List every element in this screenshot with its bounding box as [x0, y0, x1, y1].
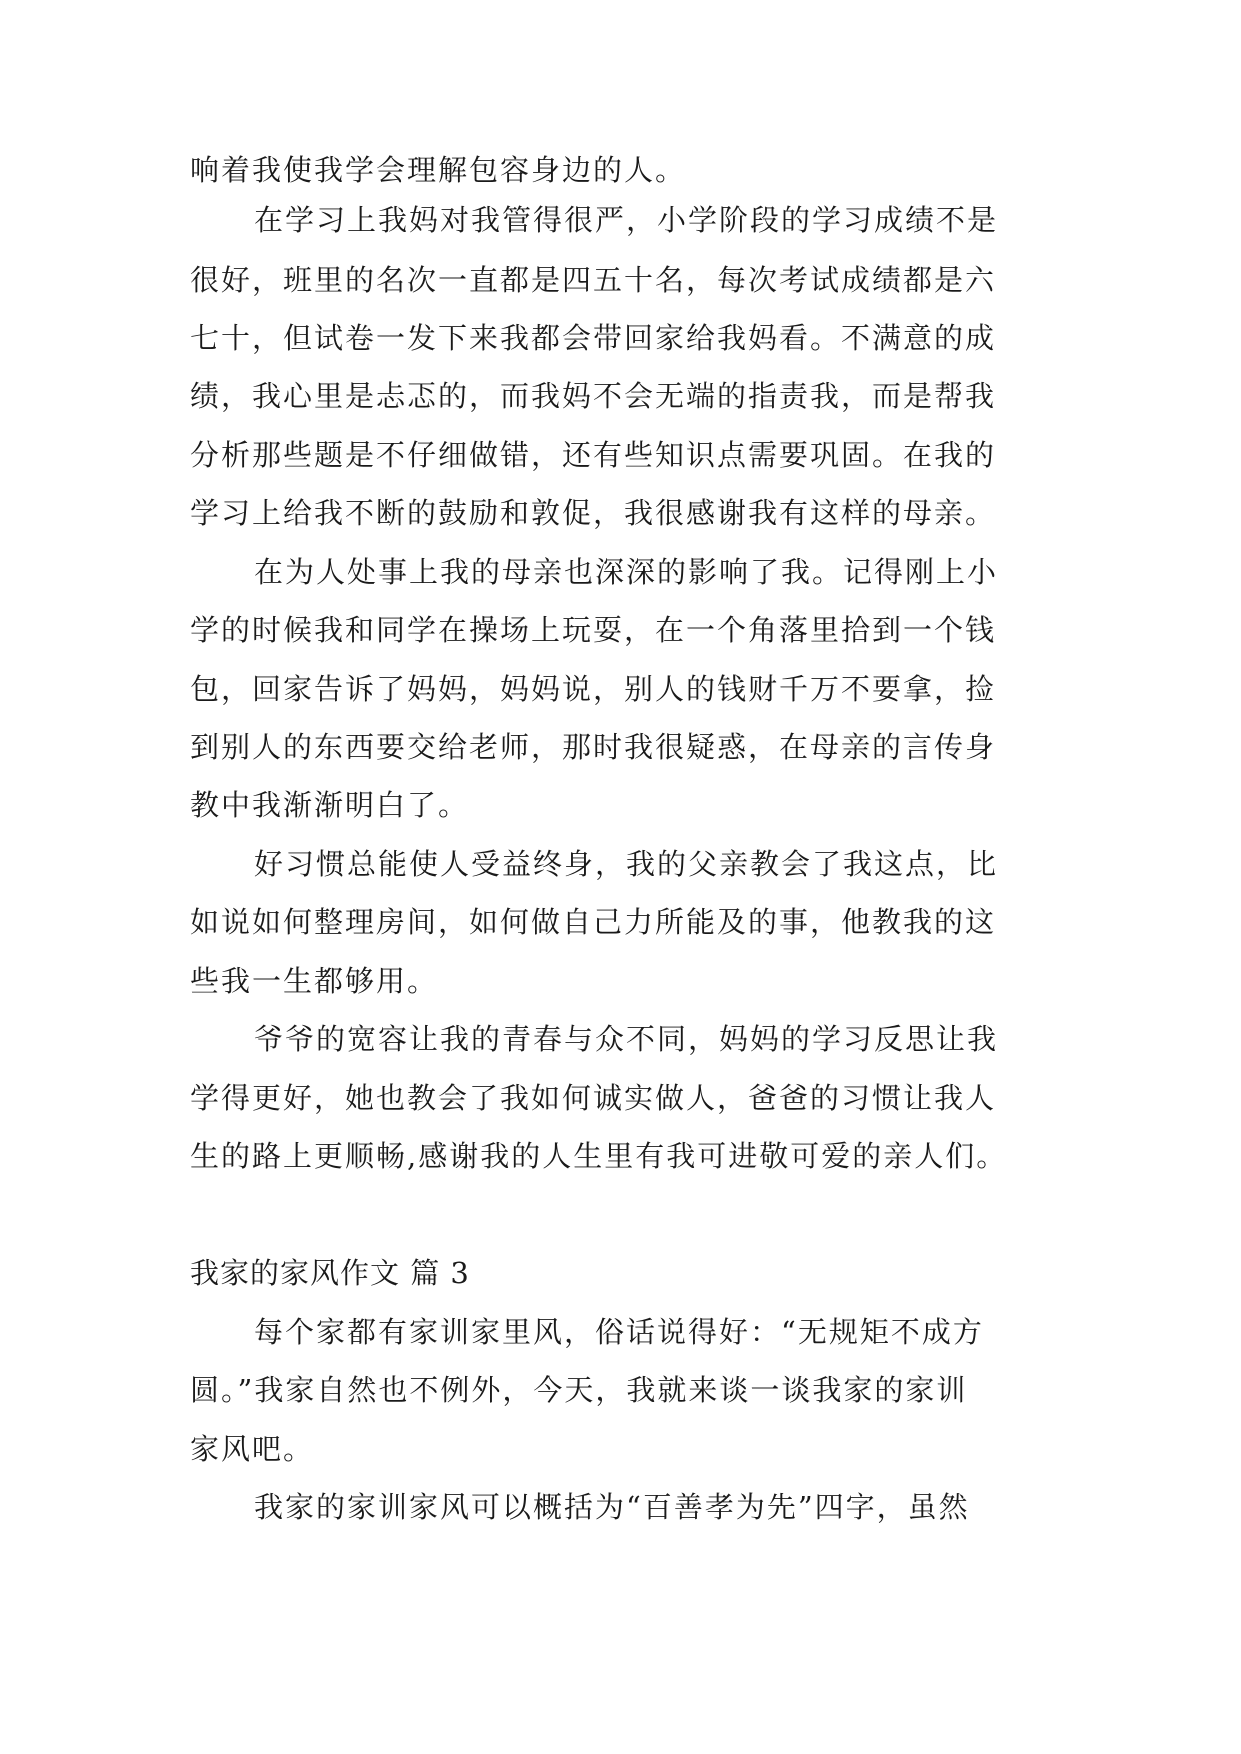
body-text-line: 好习惯总能使人受益终身，我的父亲教会了我这点，比	[254, 847, 999, 881]
body-text-line: 生的路上更顺畅,感谢我的人生里有我可进敬可爱的亲人们。	[190, 1139, 1008, 1173]
body-text-line: 学得更好，她也教会了我如何诚实做人，爸爸的习惯让我人	[190, 1081, 997, 1115]
body-text-line: 些我一生都够用。	[190, 964, 439, 998]
body-text-line: 学习上给我不断的鼓励和敦促，我很感谢我有这样的母亲。	[190, 496, 997, 530]
body-text-line: 绩，我心里是忐忑的，而我妈不会无端的指责我，而是帮我	[190, 379, 997, 413]
body-text-line: 分析那些题是不仔细做错，还有些知识点需要巩固。在我的	[190, 438, 997, 472]
body-text-line: 学的时候我和同学在操场上玩耍，在一个角落里拾到一个钱	[190, 613, 997, 647]
body-text-line: 在学习上我妈对我管得很严，小学阶段的学习成绩不是	[254, 203, 999, 237]
body-text-line: 响着我使我学会理解包容身边的人。	[190, 153, 687, 187]
body-text-line: 家风吧。	[190, 1432, 315, 1466]
body-text-line: 教中我渐渐明白了。	[190, 788, 470, 822]
body-text-line: 爷爷的宽容让我的青春与众不同，妈妈的学习反思让我	[254, 1022, 999, 1056]
body-text-line: 到别人的东西要交给老师，那时我很疑惑，在母亲的言传身	[190, 730, 997, 764]
body-text-line: 在为人处事上我的母亲也深深的影响了我。记得刚上小	[254, 555, 999, 589]
body-text-line: 圆。”我家自然也不例外，今天，我就来谈一谈我家的家训	[190, 1373, 968, 1407]
body-text-line: 每个家都有家训家里风，俗话说得好：“无规矩不成方	[254, 1315, 984, 1349]
body-text-line: 很好，班里的名次一直都是四五十名，每次考试成绩都是六	[190, 263, 997, 297]
section-heading: 我家的家风作文 篇 3	[190, 1256, 470, 1290]
body-text-line: 我家的家训家风可以概括为“百善孝为先”四字，虽然	[254, 1490, 970, 1524]
body-text-line: 如说如何整理房间，如何做自己力所能及的事，他教我的这	[190, 905, 997, 939]
body-text-line: 包，回家告诉了妈妈，妈妈说，别人的钱财千万不要拿，捡	[190, 672, 997, 706]
body-text-line: 七十，但试卷一发下来我都会带回家给我妈看。不满意的成	[190, 321, 997, 355]
